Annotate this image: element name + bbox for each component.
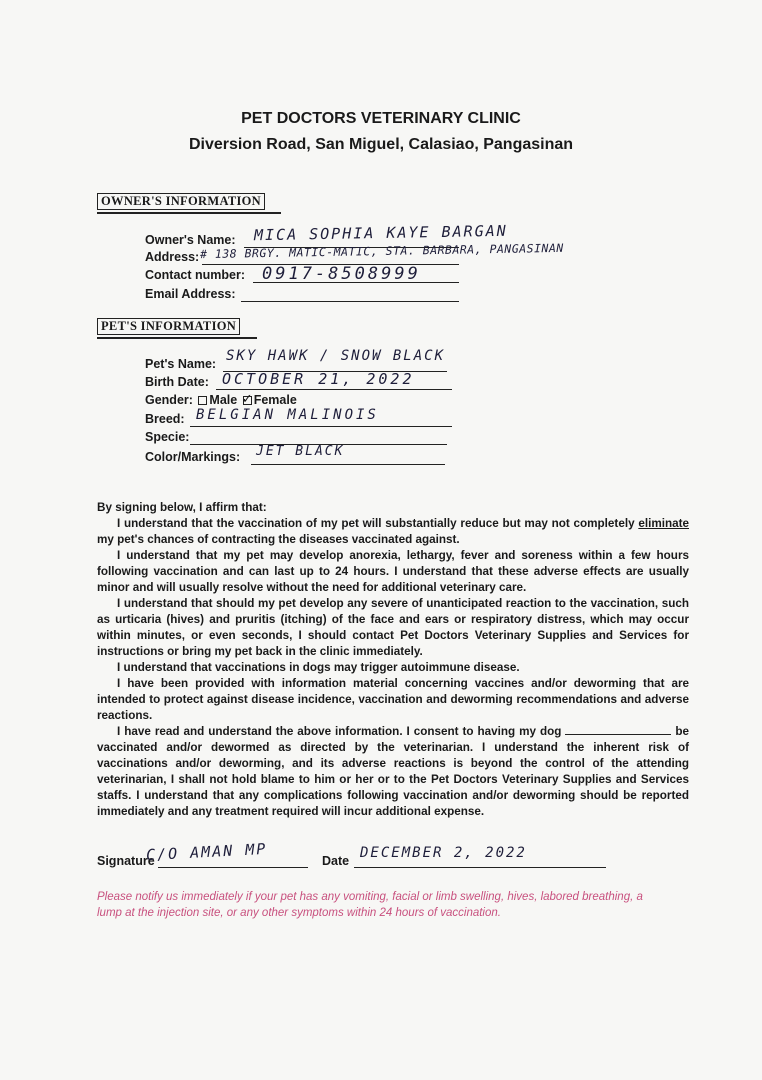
consent-p6-a: I have read and understand the above information. I consent to having my dog bbox=[117, 725, 566, 738]
pet-specie-field[interactable] bbox=[190, 430, 447, 445]
pet-color-value: JET BLACK bbox=[256, 444, 345, 459]
consent-paragraph-2: I understand that my pet may develop anorexia, lethargy, fever and soreness within a few hours following vaccination and can last up to 24 hours. I understand that these adverse effects are usually minor and will usually resolve without the need for additional veterinary care. bbox=[97, 549, 689, 594]
owner-section-title: OWNER'S INFORMATION bbox=[97, 193, 265, 210]
pet-gender-row bbox=[145, 393, 297, 407]
consent-paragraph-4: I understand that vaccinations in dogs may trigger autoimmune disease. bbox=[117, 661, 520, 674]
consent-p1-underlined: eliminate bbox=[638, 517, 689, 530]
gender-female-checkmark: ✓ bbox=[241, 391, 253, 407]
clinic-name: PET DOCTORS VETERINARY CLINIC bbox=[241, 110, 521, 127]
consent-p6-b: be vaccinated and/or dewormed as directed by the veterinarian. I understand the inherent risk of vaccinations and/or deworming, and its adverse reactions is beyond the control of the attending veterinarian, I shall not hold blame to him or her or to the Pet Doctors Veterinary Supplies and Services staffs. I understand that any complications following vaccination and/or deworming should be reported immediately and any treatment required will incur additional expense. bbox=[97, 725, 689, 818]
date-value: DECEMBER 2, 2022 bbox=[360, 845, 527, 861]
owner-section-divider bbox=[97, 212, 281, 214]
consent-p1-a: I understand that the vaccination of my pet will substantially reduce but may not completely bbox=[117, 517, 639, 530]
pet-birth-value: OCTOBER 21, 2022 bbox=[222, 370, 415, 388]
clinic-address: Diversion Road, San Miguel, Calasiao, Pangasinan bbox=[188, 136, 574, 153]
gender-male-checkbox[interactable] bbox=[198, 396, 207, 405]
consent-paragraph-3: I understand that should my pet develop any severe of unanticipated reaction to the vaccination, such as urticaria (hives) and pruritis (itching) of the face and ears or respiratory distress, which may occur within minutes, or even seconds, I should contact Pet Doctors Veterinary Supplies and Services for instructions or bring my pet back in the clinic immediately. bbox=[97, 597, 689, 658]
vaccination-notice: Please notify us immediately if your pet has any vomiting, facial or limb swelling, hives, labored breathing, a lump at the injection site, or any other symptoms within 24 hours of vaccination. bbox=[97, 891, 643, 919]
consent-text bbox=[97, 500, 689, 820]
owner-contact-label: Contact number: bbox=[145, 268, 245, 282]
date-label: Date bbox=[322, 854, 350, 868]
pet-color-label: Color/Markings: bbox=[145, 450, 241, 464]
consent-p1-b: my pet's chances of contracting the diseases vaccinated against. bbox=[97, 533, 460, 546]
pet-specie-label: Specie: bbox=[145, 430, 190, 444]
gender-male-label: Male bbox=[209, 393, 238, 407]
consent-paragraph-1 bbox=[97, 516, 689, 548]
owner-email-field[interactable] bbox=[241, 287, 459, 302]
signature-label: Signature bbox=[97, 854, 155, 868]
consent-intro: By signing below, I affirm that: bbox=[97, 501, 267, 514]
pet-breed-value: BELGIAN MALINOIS bbox=[196, 407, 379, 423]
signature-value: C/O AMAN MP bbox=[145, 839, 268, 865]
gender-female-checkbox[interactable] bbox=[241, 391, 253, 407]
owner-name-value: MICA SOPHIA KAYE BARGAN bbox=[253, 221, 508, 245]
owner-address-label: Address: bbox=[145, 250, 200, 264]
pet-name-value: SKY HAWK / SNOW BLACK bbox=[226, 348, 446, 364]
owner-email-label: Email Address: bbox=[145, 287, 236, 301]
pet-section-divider bbox=[97, 337, 257, 339]
pet-breed-label: Breed: bbox=[145, 412, 185, 426]
consent-paragraph-5: I have been provided with information material concerning vaccines and/or deworming that are intended to protect against disease incidence, vaccination and deworming recommendations and adverse reactions. bbox=[97, 677, 689, 722]
consent-paragraph-6 bbox=[97, 724, 689, 820]
dog-name-blank[interactable] bbox=[565, 724, 671, 735]
owner-name-label: Owner's Name: bbox=[145, 233, 236, 247]
gender-female-label: Female bbox=[253, 393, 297, 407]
pet-birth-label: Birth Date: bbox=[145, 375, 209, 389]
pet-gender-label: Gender: bbox=[145, 393, 193, 407]
pet-name-label: Pet's Name: bbox=[145, 357, 217, 371]
owner-contact-value: 0917-8508999 bbox=[262, 264, 421, 284]
owner-address-value: # 138 BRGY. MATIC-MATIC, STA. BARBARA, PANGASINAN bbox=[199, 240, 564, 262]
pet-section-title: PET'S INFORMATION bbox=[97, 318, 240, 335]
